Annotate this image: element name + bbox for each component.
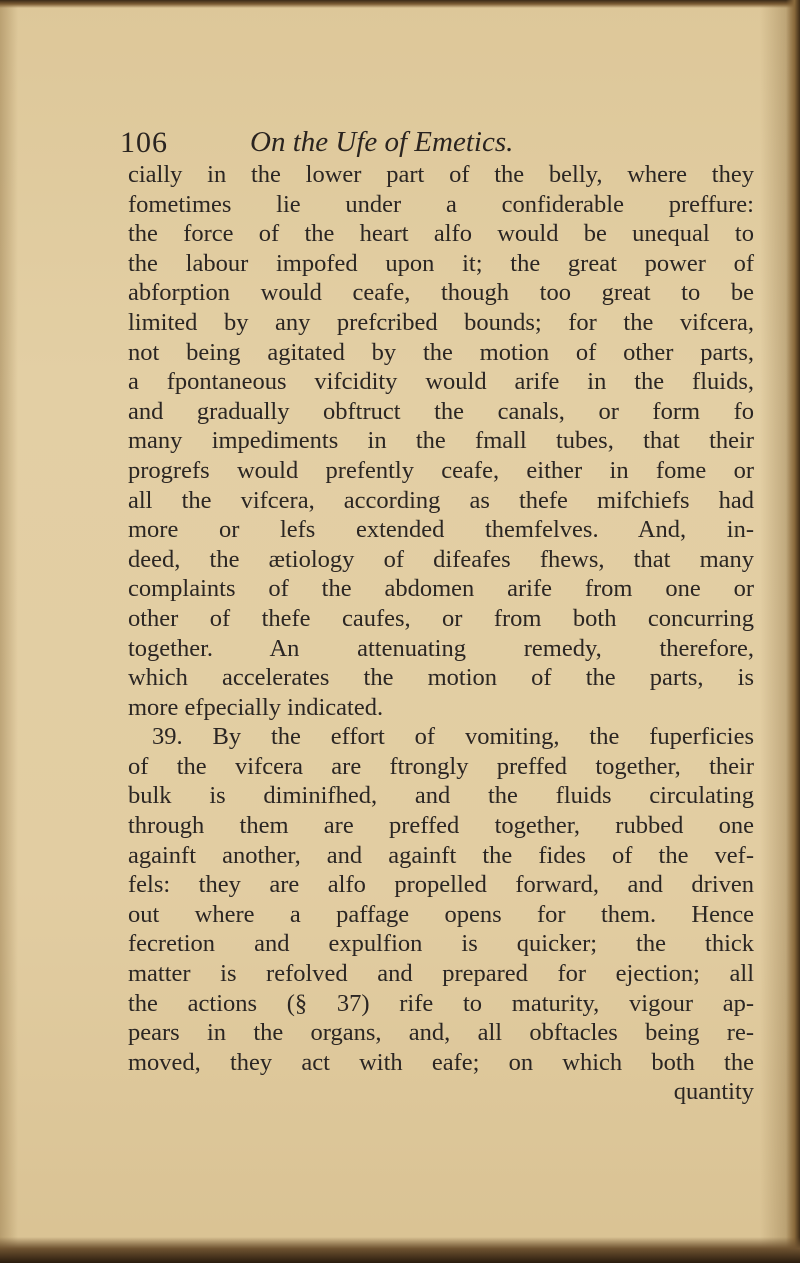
text-line: through them are preffed together, rubbed one xyxy=(128,812,754,840)
text-line: fometimes lie under a confiderable preffure: xyxy=(128,190,754,218)
text-line: and gradually obftruct the canals, or form fo xyxy=(128,397,754,425)
text-line: many impediments in the fmall tubes, that their xyxy=(128,427,754,455)
text-line: fels: they are alfo propelled forward, and driven xyxy=(128,871,754,899)
text-line: the labour impofed upon it; the great power of xyxy=(128,249,754,277)
text-line: fecretion and expulfion is quicker; the thick xyxy=(128,930,754,958)
text-line: deed, the ætiology of difeafes fhews, that many xyxy=(128,545,754,573)
text-line: which accelerates the motion of the parts, is xyxy=(128,664,754,692)
text-line: abforption would ceafe, though too great to be xyxy=(128,279,754,307)
text-line: pears in the organs, and, all obftacles being re- xyxy=(128,1019,754,1047)
text-line: more or lefs extended themfelves. And, in- xyxy=(128,516,754,544)
text-line: not being agitated by the motion of other parts, xyxy=(128,338,754,366)
text-line: againft another, and againft the fides of the vef- xyxy=(128,841,754,869)
running-title: On the Ufe of Emetics. xyxy=(250,126,514,158)
text-line: limited by any prefcribed bounds; for the vifcera, xyxy=(128,308,754,336)
text-line: the actions (§ 37) rife to maturity, vigour ap- xyxy=(128,989,754,1017)
page-right-edge xyxy=(786,0,800,1263)
text-line: moved, they act with eafe; on which both the xyxy=(128,1048,754,1076)
text-line: together. An attenuating remedy, therefore, xyxy=(128,634,754,662)
text-line: more efpecially indicated. xyxy=(128,693,384,721)
text-line: a fpontaneous vifcidity would arife in the fluids, xyxy=(128,368,754,396)
text-line: of the vifcera are ftrongly preffed together, their xyxy=(128,752,754,780)
page-number: 106 xyxy=(120,126,168,159)
catchword: quantity xyxy=(673,1078,754,1106)
text-line: other of thefe caufes, or from both concurring xyxy=(128,604,754,632)
text-line: all the vifcera, according as thefe mifchiefs had xyxy=(128,486,754,514)
text-line: progrefs would prefently ceafe, either in fome or xyxy=(128,456,754,484)
text-line: complaints of the abdomen arife from one or xyxy=(128,575,754,603)
paragraph-start-line: 39. By the effort of vomiting, the fuperficies xyxy=(152,723,754,751)
text-line: matter is refolved and prepared for ejection; all xyxy=(128,960,754,988)
body-text xyxy=(128,160,754,1107)
text-line: cially in the lower part of the belly, where they xyxy=(128,161,754,188)
text-line: bulk is diminifhed, and the fluids circulating xyxy=(128,782,754,810)
page-bottom-edge xyxy=(0,1237,800,1263)
page-top-edge xyxy=(0,0,800,8)
text-line: the force of the heart alfo would be unequal to xyxy=(128,220,754,248)
text-line: out where a paffage opens for them. Hence xyxy=(128,900,754,928)
